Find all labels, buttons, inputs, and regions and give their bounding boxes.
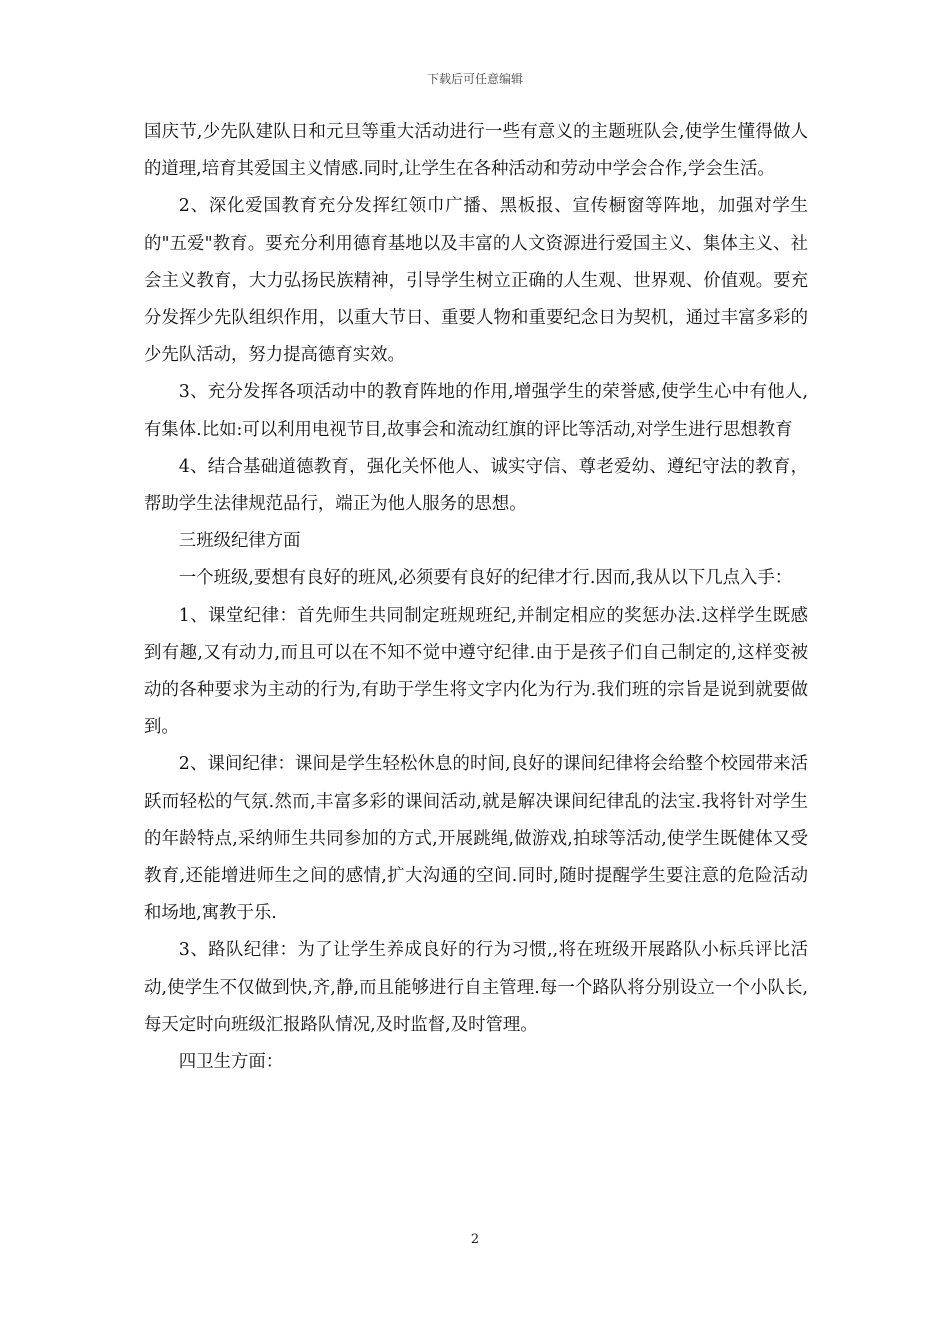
paragraph: 一个班级,要想有良好的班风,必须要有良好的纪律才行.因而,我从以下几点入手： [178, 568, 793, 589]
section-heading: 三班级纪律方面 [178, 531, 301, 552]
paragraph: 2、课间纪律：课间是学生轻松休息的时间,良好的课间纪律将会给整个校园带来活跃而轻松的气氛.然而,丰富多彩的课间活动,就是解决课间纪律乱的法宝.我将针对学生的年龄特点,采纳师生共同参加的方式,开展跳绳,做游戏,拍球等活动,使学生既健体又受教育,还能增进师生之间的感情,扩大沟通的空间.同时,随时提醒学生要注意的危险活动和场地,寓教于乐. [144, 754, 808, 924]
section-heading: 四卫生方面： [178, 1052, 284, 1073]
paragraph: 4、结合基础道德教育，强化关怀他人、诚实守信、尊老爱幼、遵纪守法的教育，帮助学生法律规范品行，端正为他人服务的思想。 [144, 456, 808, 515]
paragraph: 2、深化爱国教育充分发挥红领巾广播、黑板报、宣传橱窗等阵地，加强对学生的"五爱"教育。要充分利用德育基地以及丰富的人文资源进行爱国主义、集体主义、社会主义教育，大力弘扬民族精神，引导学生树立正确的人生观、世界观、价值观。要充分发挥少先队组织作用，以重大节日、重要人物和重要纪念日为契机，通过丰富多彩的少先队活动，努力提高德育实效。 [144, 196, 808, 366]
paragraph: 1、课堂纪律：首先师生共同制定班规班纪,并制定相应的奖惩办法.这样学生既感到有趣,又有动力,而且可以在不知不觉中遵守纪律.由于是孩子们自己制定的,这样变被动的各种要求为主动的行为,有助于学生将文字内化为行为.我们班的宗旨是说到就要做到。 [144, 605, 808, 738]
paragraph: 3、路队纪律：为了让学生养成良好的行为习惯,,将在班级开展路队小标兵评比活动,使学生不仅做到快,齐,静,而且能够进行自主管理.每一个路队将分别设立一个小队长,每天定时向班级汇报路队情况,及时监督,及时管理。 [144, 940, 808, 1035]
page-number: 2 [470, 1232, 480, 1247]
page-header: 下载后可任意编辑 [426, 72, 523, 86]
paragraph: 3、充分发挥各项活动中的教育阵地的作用,增强学生的荣誉感,使学生心中有他人,有集体.比如:可以利用电视节目,故事会和流动红旗的评比等活动,对学生进行思想教育 [144, 382, 808, 440]
paragraph: 国庆节,少先队建队日和元旦等重大活动进行一些有意义的主题班队会,使学生懂得做人的道理,培育其爱国主义情感.同时,让学生在各种活动和劳动中学会合作,学会生活。 [144, 122, 808, 180]
document-body [144, 114, 808, 1081]
